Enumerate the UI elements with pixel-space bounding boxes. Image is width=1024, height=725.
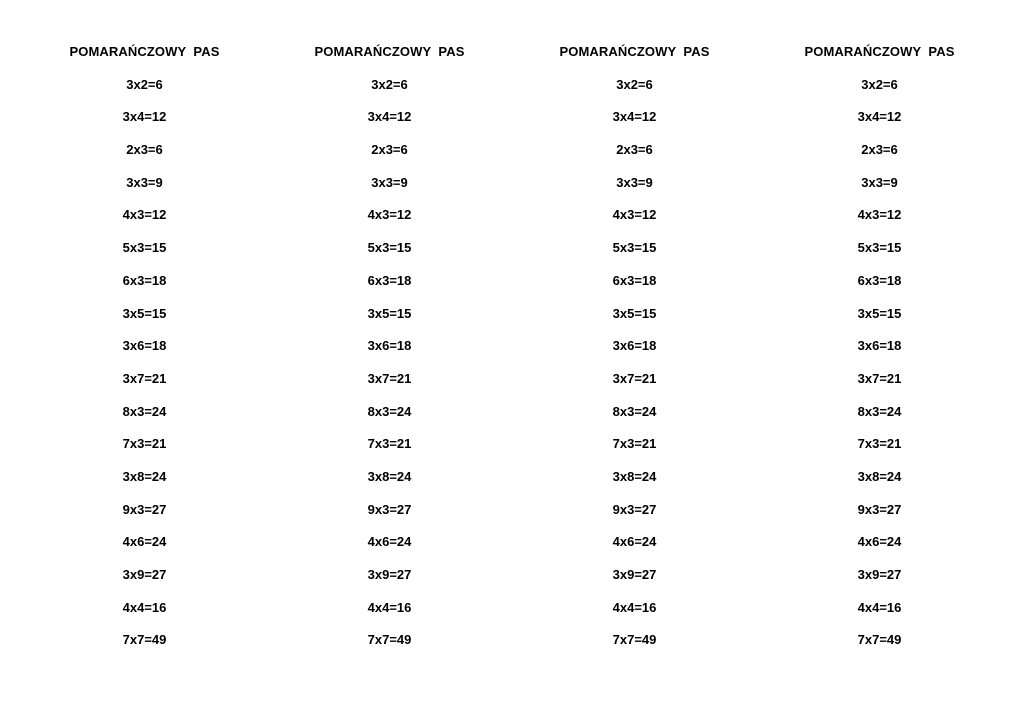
equation-item: 8x3=24	[122, 403, 167, 419]
column-2	[267, 42, 512, 663]
equation-item: 3x9=27	[612, 567, 657, 582]
equation-item: 7x7=49	[122, 632, 167, 648]
column-1	[22, 42, 267, 663]
column-4	[757, 42, 1002, 663]
equation-item: 2x3=6	[861, 142, 898, 158]
equation-item: 3x5=15	[367, 305, 412, 321]
equation-item: 4x3=12	[367, 207, 412, 223]
equation-item: 3x6=18	[122, 338, 167, 354]
equation-item: 3x2=6	[861, 76, 898, 92]
equation-item: 2x3=6	[616, 142, 653, 158]
equation-item: 5x3=15	[612, 240, 657, 256]
equation-item: 3x2=6	[616, 76, 653, 92]
equation-item: 3x2=6	[371, 76, 408, 92]
column-title: POMARAŃCZOWY PAS	[559, 44, 710, 59]
equation-item: 7x3=21	[122, 436, 167, 452]
equation-item: 4x6=24	[857, 534, 902, 550]
equation-item: 7x3=21	[367, 436, 412, 452]
equation-item: 7x7=49	[612, 632, 657, 648]
equation-item: 4x4=16	[122, 599, 167, 615]
column-title: POMARAŃCZOWY PAS	[804, 44, 955, 59]
equation-item: 7x3=21	[857, 436, 902, 452]
equation-item: 4x4=16	[612, 599, 657, 615]
column-3	[512, 42, 757, 663]
equation-item: 3x6=18	[612, 338, 657, 354]
equation-item: 3x7=21	[857, 370, 902, 386]
equation-item: 3x4=12	[367, 109, 412, 125]
equation-item: 3x5=15	[612, 305, 657, 321]
equation-item: 3x4=12	[612, 109, 657, 125]
equation-item: 4x4=16	[857, 599, 902, 615]
equation-item: 3x3=9	[861, 174, 898, 190]
equation-item: 5x3=15	[122, 240, 167, 256]
equation-item: 6x3=18	[857, 272, 902, 288]
equation-item: 2x3=6	[126, 142, 163, 158]
equation-item: 4x4=16	[367, 599, 412, 615]
equation-item: 3x8=24	[857, 468, 902, 484]
equation-item: 4x6=24	[122, 534, 167, 550]
equation-item: 3x8=24	[122, 468, 167, 484]
equation-item: 3x2=6	[126, 76, 163, 92]
equation-item: 3x3=9	[371, 174, 408, 190]
equation-item: 7x3=21	[612, 436, 657, 452]
equation-item: 6x3=18	[612, 272, 657, 288]
columns-container	[22, 42, 1002, 663]
equation-item: 3x7=21	[122, 370, 167, 386]
equation-item: 3x9=27	[122, 567, 167, 582]
equation-item: 9x3=27	[612, 501, 657, 517]
equation-item: 9x3=27	[122, 501, 167, 517]
equation-item: 7x7=49	[857, 632, 902, 648]
equation-item: 4x3=12	[612, 207, 657, 223]
equation-item: 3x7=21	[367, 370, 412, 386]
equation-item: 6x3=18	[367, 272, 412, 288]
equation-item: 5x3=15	[367, 240, 412, 256]
equation-item: 9x3=27	[367, 501, 412, 517]
equation-item: 6x3=18	[122, 272, 167, 288]
equation-item: 3x8=24	[612, 468, 657, 484]
column-title: POMARAŃCZOWY PAS	[69, 44, 220, 59]
equation-item: 3x3=9	[616, 174, 653, 190]
equation-item: 3x3=9	[126, 174, 163, 190]
equation-item: 3x5=15	[857, 305, 902, 321]
equation-item: 3x7=21	[612, 370, 657, 386]
equation-item: 3x6=18	[367, 338, 412, 354]
equation-item: 8x3=24	[367, 403, 412, 419]
equation-item: 3x8=24	[367, 468, 412, 484]
equation-item: 5x3=15	[857, 240, 902, 256]
equation-item: 9x3=27	[857, 501, 902, 517]
equation-item: 4x6=24	[367, 534, 412, 550]
equation-item: 3x4=12	[857, 109, 902, 125]
equation-item: 7x7=49	[367, 632, 412, 648]
equation-item: 4x3=12	[122, 207, 167, 223]
equation-item: 3x9=27	[367, 567, 412, 582]
equation-item: 3x4=12	[122, 109, 167, 125]
equation-item: 4x6=24	[612, 534, 657, 550]
equation-item: 4x3=12	[857, 207, 902, 223]
equation-item: 8x3=24	[857, 403, 902, 419]
equation-item: 3x5=15	[122, 305, 167, 321]
equation-item: 3x9=27	[857, 567, 902, 582]
equation-item: 3x6=18	[857, 338, 902, 354]
equation-item: 8x3=24	[612, 403, 657, 419]
column-title: POMARAŃCZOWY PAS	[314, 44, 465, 59]
equation-item: 2x3=6	[371, 142, 408, 158]
